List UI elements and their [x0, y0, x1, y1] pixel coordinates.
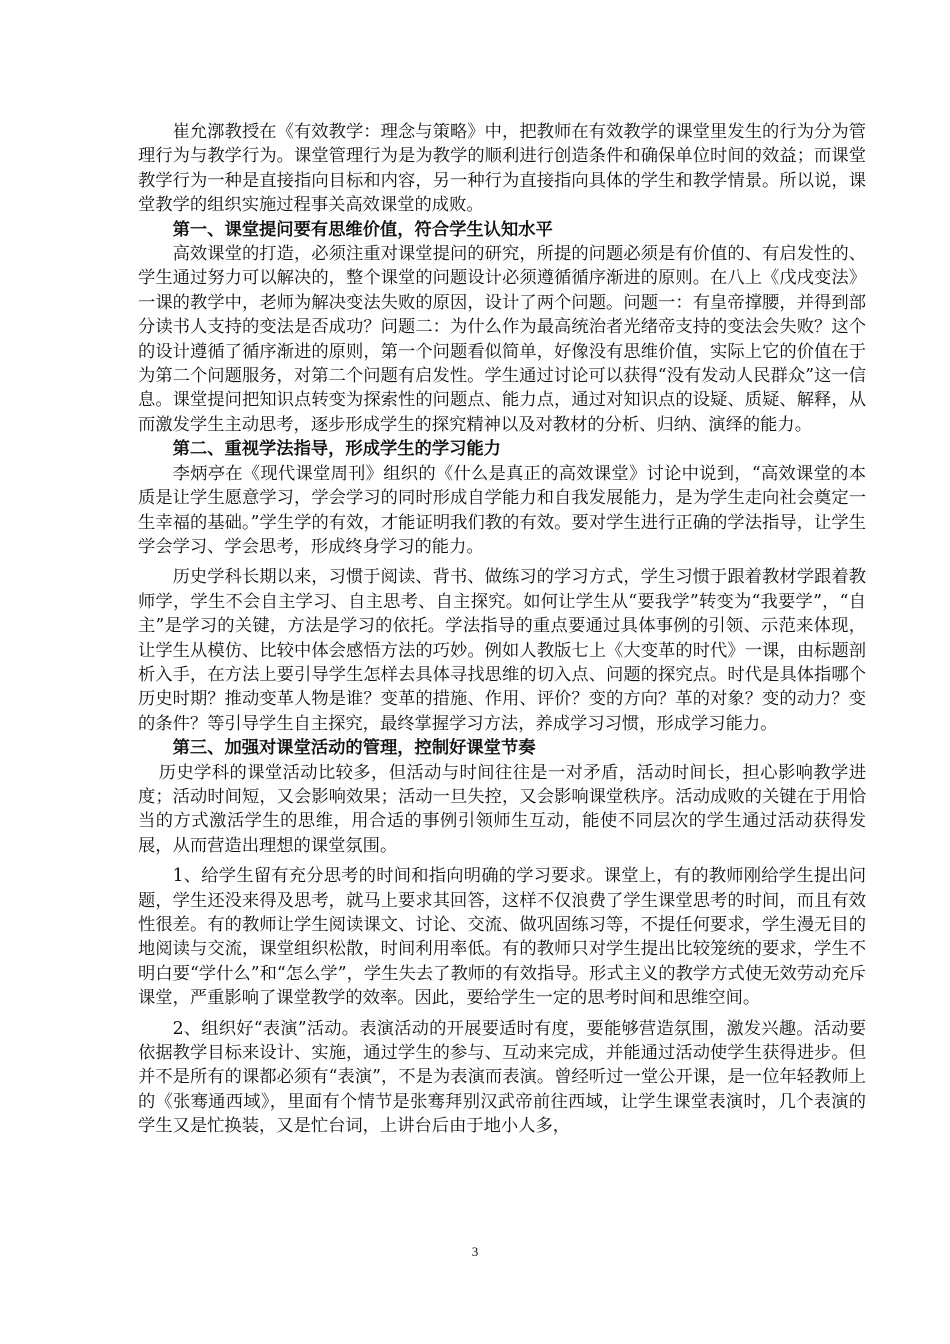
paragraph-section-3-item-2: 2、组织好“表演”活动。表演活动的开展要适时有度，要能够营造氛围，激发兴趣。活动要依据教学目标来设计、实施，通过学生的参与、互动来完成，并能通过活动使学生获得进步。但并不是所有的课都必须有“表演”，不是为表演而表演。曾经听过一堂公开课，是一位年轻教师上的《张骞通西域》，里面有个情节是张骞拜别汉武帝前往西域，让学生课堂表演时，几个表演的学生又是忙换装，又是忙台词，上讲台后由于地小人多，	[138, 1018, 866, 1137]
section-heading-1: 第一、课堂提问要有思维价值，符合学生认知水平	[172, 219, 553, 240]
page-number: 3	[471, 1244, 479, 1259]
document-body	[138, 120, 866, 1139]
paragraph-section-2-a: 李炳亭在《现代课堂周刊》组织的《什么是真正的高效课堂》讨论中说到，“高效课堂的本质是让学生愿意学习，学会学习的同时形成自学能力和自我发展能力，是为学生走向社会奠定一生幸福的基础。”学生学的有效，才能证明我们教的有效。要对学生进行正确的学法指导，让学生学会学习、学会思考，形成终身学习的能力。	[138, 463, 866, 557]
paragraph-section-2-b: 历史学科长期以来，习惯于阅读、背书、做练习的学习方式，学生习惯于跟着教材学跟着教师学，学生不会自主学习、自主思考、自主探究。如何让学生从“要我学”转变为“我要学”，“自主”是学习的关键，方法是学习的依托。学法指导的重点要通过具体事例的引领、示范来体现，让学生从模仿、比较中体会感悟方法的巧妙。例如人教版七上《大变革的时代》一课，由标题剖析入手，在方法上要引导学生怎样去具体寻找思维的切入点、问题的探究点。时代是具体指哪个历史时期？推动变革人物是谁？变革的措施、作用、评价？变的方向？革的对象？变的动力？变的条件？等引导学生自主探究，最终掌握学习方法，养成学习习惯，形成学习能力。	[138, 567, 866, 734]
paragraph-intro: 崔允漷教授在《有效教学：理念与策略》中，把教师在有效教学的课堂里发生的行为分为管理行为与教学行为。课堂管理行为是为教学的顺利进行创造条件和确保单位时间的效益；而课堂教学行为一种是直接指向目标和内容，另一种行为直接指向具体的学生和教学情景。所以说，课堂教学的组织实施过程事关高效课堂的成败。	[138, 122, 866, 216]
paragraph-section-3-item-1: 1、给学生留有充分思考的时间和指向明确的学习要求。课堂上，有的教师刚给学生提出问题，学生还没来得及思考，就马上要求其回答，这样不仅浪费了学生课堂思考的时间，而且有效性很差。有的教师让学生阅读课文、讨论、交流、做巩固练习等，不提任何要求，学生漫无目的地阅读与交流，课堂组织松散，时间利用率低。有的教师只对学生提出比较笼统的要求，学生不明白要“学什么”和“怎么学”，学生失去了教师的有效指导。形式主义的教学方式使无效劳动充斥课堂，严重影响了课堂教学的效率。因此，要给学生一定的思考时间和思维空间。	[138, 866, 866, 1009]
paragraph-section-3-a: 历史学科的课堂活动比较多，但活动与时间往往是一对矛盾，活动时间长，担心影响教学进度；活动时间短，又会影响效果；活动一旦失控，又会影响课堂秩序。活动成败的关键在于用恰当的方式激活学生的思维，用合适的事例引领师生互动，能使不同层次的学生通过活动获得发展，从而营造出理想的课堂氛围。	[138, 762, 866, 856]
section-heading-2: 第二、重视学法指导，形成学生的学习能力	[172, 439, 501, 460]
paragraph-section-1: 高效课堂的打造，必须注重对课堂提问的研究，所提的问题必须是有价值的、有启发性的、学生通过努力可以解决的，整个课堂的问题设计必须遵循循序渐进的原则。在八上《戊戌变法》一课的教学中，老师为解决变法失败的原因，设计了两个问题。问题一：有皇帝撑腰，并得到部分读书人支持的变法是否成功？问题二：为什么作为最高统治者光绪帝支持的变法会失败？这个的设计遵循了循序渐进的原则，第一个问题看似简单，好像没有思维价值，实际上它的价值在于为第二个问题服务，对第二个问题有启发性。学生通过讨论可以获得“没有发动人民群众”这一信息。课堂提问把知识点转变为探索性的问题点、能力点，通过对知识点的设疑、质疑、解释，从而激发学生主动思考，逐步形成学生的探究精神以及对教材的分析、归纳、演绎的能力。	[138, 244, 866, 435]
section-heading-3: 第三、加强对课堂活动的管理，控制好课堂节奏	[172, 738, 536, 759]
